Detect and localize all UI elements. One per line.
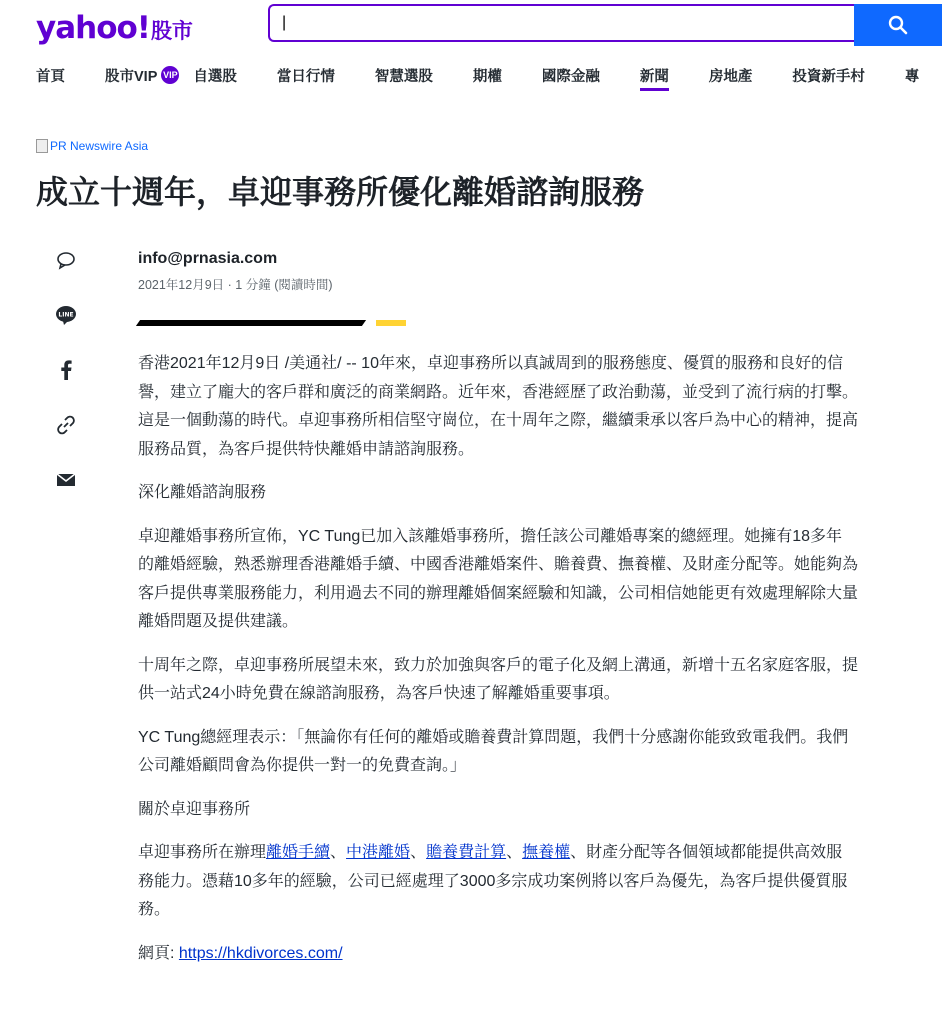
search-button[interactable] — [854, 4, 942, 46]
nav-vip[interactable] — [105, 62, 179, 88]
nav-label: 智慧選股 — [374, 68, 433, 85]
nav-home[interactable] — [36, 62, 65, 88]
author-name[interactable]: info@prnasia.com — [138, 250, 278, 267]
nav-beginner[interactable] — [792, 62, 865, 88]
svg-text:LINE: LINE — [58, 311, 74, 319]
comment-icon[interactable] — [52, 246, 80, 274]
text: 、 — [410, 844, 427, 861]
line-icon[interactable] — [52, 301, 80, 329]
logo-yahoo-text: yahoo! — [36, 10, 150, 46]
subheading: 關於卓迎事務所 — [138, 800, 251, 818]
broken-image-icon — [36, 139, 48, 153]
meta-separator: · — [227, 278, 236, 292]
facebook-icon[interactable] — [52, 356, 80, 384]
nav-label: 房地產 — [708, 68, 753, 85]
divider-accent — [376, 320, 406, 326]
provider-name: PR Newswire Asia — [50, 139, 149, 153]
nav-real-estate[interactable] — [709, 62, 753, 88]
website-link[interactable]: https://hkdivorces.com/ — [178, 944, 343, 962]
yahoo-logo[interactable] — [36, 10, 193, 44]
share-bar — [52, 246, 80, 521]
logo-section-text: 股市 — [150, 20, 193, 43]
read-time: 1 分鐘 (閱讀時間) — [235, 278, 333, 292]
nav-label: 首頁 — [36, 68, 65, 85]
text: 、 — [506, 844, 523, 861]
search-input[interactable] — [268, 4, 854, 42]
nav-label: 自選股 — [193, 68, 237, 85]
nav-label: 投資新手村 — [792, 68, 865, 85]
nav-market-today[interactable] — [277, 62, 335, 88]
text: 、財產分配等各個領域都能提供高效服務能力。憑藉10多年的經驗，公司已經處理了3000多宗成功案例將以客戶為優先，為客戶提供優質服務。 — [138, 844, 848, 918]
nav-options[interactable] — [473, 62, 502, 88]
nav-news[interactable] — [640, 62, 669, 88]
article-title: 成立十週年，卓迎事務所優化離婚諮詢服務 — [36, 174, 645, 210]
top-nav — [36, 62, 942, 88]
publish-date: 2021年12月9日 — [138, 278, 225, 292]
website-line — [138, 940, 858, 969]
link-icon[interactable] — [52, 411, 80, 439]
nav-label: 新聞 — [639, 68, 669, 85]
nav-intl-finance[interactable] — [542, 62, 600, 88]
link-alimony-calc[interactable]: 贍養費計算 — [426, 844, 507, 861]
nav-label: 股市VIP — [105, 68, 158, 85]
article-meta — [138, 275, 333, 293]
text: 、 — [330, 844, 347, 861]
nav-label: 專 — [904, 68, 920, 85]
link-cross-border-divorce[interactable]: 中港離婚 — [346, 844, 411, 861]
paragraph: YC Tung總經理表示：「無論你有任何的離婚或贍養費計算問題，我們十分感謝你能致致電我們。我們公司離婚顧問會為你提供一對一的免費查詢。」 — [138, 728, 849, 774]
divider-bar — [136, 320, 366, 326]
subheading: 深化離婚諮詢服務 — [138, 484, 267, 501]
link-custody[interactable]: 撫養權 — [522, 844, 571, 861]
search-bar — [268, 4, 942, 46]
nav-label: 當日行情 — [276, 68, 335, 85]
nav-label: 期權 — [472, 68, 502, 85]
website-label: 網頁: — [138, 944, 179, 962]
text: 卓迎事務所在辦理 — [138, 844, 267, 861]
article-body — [138, 350, 858, 983]
provider-logo[interactable] — [36, 139, 148, 153]
search-icon — [888, 15, 908, 35]
paragraph: 香港2021年12月9日 /美通社/ -- 10年來，卓迎事務所以真誠周到的服務態度、優質的服務和良好的信譽，建立了龐大的客戶群和廣泛的商業網路。近年來，香港經歷了政治動蕩，並受到了流行病的打擊。這是一個動蕩的時代。卓迎事務所相信堅守崗位，在十周年之際，繼續秉承以客戶為中心的精神，提高服務品質，為客戶提供特快離婚申請諮詢服務。 — [138, 355, 859, 458]
nav-watchlist[interactable] — [193, 62, 237, 88]
paragraph: 卓迎離婚事務所宣佈，YC Tung已加入該離婚事務所，擔任該公司離婚專案的總經理。她擁有18多年的離婚經驗，熟悉辦理香港離婚手續、中國香港離婚案件、贍養費、撫養權、及財產分配等。她能夠為客戶提供專業服務能力，利用過去不同的辦理離婚個案經驗和知識，公司相信她能更有效處理解除大量離婚問題及提供建議。 — [138, 527, 859, 630]
mail-icon[interactable] — [52, 466, 80, 494]
nav-label: 國際金融 — [541, 68, 600, 85]
nav-smart-screener[interactable] — [375, 62, 433, 88]
nav-more[interactable] — [905, 62, 920, 88]
paragraph — [138, 839, 858, 925]
link-divorce-procedure[interactable]: 離婚手續 — [266, 844, 331, 861]
paragraph: 十周年之際，卓迎事務所展望未來，致力於加強與客戶的電子化及網上溝通，新增十五名家庭客服，提供一站式24小時免費在線諮詢服務，為客戶快速了解離婚重要事項。 — [138, 656, 859, 702]
vip-badge: VIP — [161, 66, 179, 84]
